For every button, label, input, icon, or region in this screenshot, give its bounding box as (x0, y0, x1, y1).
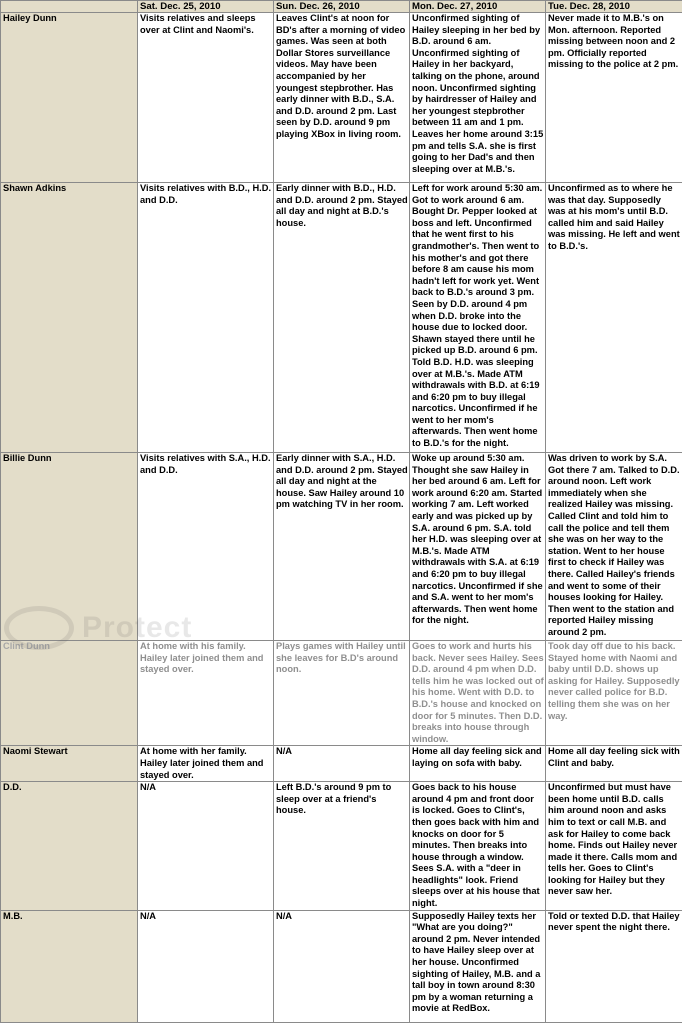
row-name: Shawn Adkins (1, 183, 138, 453)
cell-sat: N/A (138, 910, 274, 1022)
cell-tue: Told or texted D.D. that Hailey never spent the night there. (546, 910, 682, 1022)
row-name: D.D. (1, 782, 138, 911)
row-name: Billie Dunn (1, 453, 138, 641)
cell-sun: Leaves Clint's at noon for BD's after a morning of video games. Was seen at both Dollar Stores surveillance videos. May have been accompanied by her youngest stepbrother. Has early dinner with B.D., S.A. and D.D. around 2 pm. Last seen by D.D. around 9 pm playing XBox in living room. (274, 13, 410, 183)
header-row (1, 1, 682, 13)
cell-sun: Plays games with Hailey until she leaves for B.D's around noon. (274, 641, 410, 746)
cell-mon: Home all day feeling sick and laying on sofa with baby. (410, 746, 546, 782)
header-tue-dec-28: Tue. Dec. 28, 2010 (546, 1, 682, 13)
cell-mon: Unconfirmed sighting of Hailey sleeping in her bed by B.D. around 6 am. Unconfirmed sighting of Hailey in her backyard, talking on the phone, around noon. Unconfirmed sighting by hairdresser of Hailey and her youngest stepbrother between 11 am and 1 pm. Leaves her home around 3:15 pm and tells S.A. she is first going to her Dad's and then sleeping over at M.B.'s. (410, 13, 546, 183)
row-mb (1, 910, 682, 1022)
header-sun-dec-26: Sun. Dec. 26, 2010 (274, 1, 410, 13)
cell-sat: At home with his family. Hailey later joined them and stayed over. (138, 641, 274, 746)
row-name: Clint Dunn (1, 641, 138, 746)
cell-tue: Home all day feeling sick with Clint and baby. (546, 746, 682, 782)
cell-sun: Early dinner with B.D., H.D. and D.D. around 2 pm. Stayed all day and night at B.D.'s house. (274, 183, 410, 453)
row-dd (1, 782, 682, 911)
cell-tue: Unconfirmed as to where he was that day. Supposedly was at his mom's until B.D. called him and said Hailey was missing. He left and went to B.D.'s. (546, 183, 682, 453)
row-name: M.B. (1, 910, 138, 1022)
cell-sun: Early dinner with S.A., H.D. and D.D. around 2 pm. Stayed all day and night at the house. Saw Hailey around 10 pm watching TV in her room. (274, 453, 410, 641)
cell-tue: Took day off due to his back. Stayed home with Naomi and baby until D.D. shows up asking for Hailey. Supposedly never called police for B.D. telling them she was on her way. (546, 641, 682, 746)
cell-sat: N/A (138, 782, 274, 911)
cell-sat: Visits relatives with B.D., H.D. and D.D. (138, 183, 274, 453)
cell-mon: Goes to work and hurts his back. Never sees Hailey. Sees D.D. around 4 pm when D.D. tells him he was locked out of his home. Went with D.D. to B.D.'s house and knocked on door for 5 minutes. Then D.D. breaks into house through window. (410, 641, 546, 746)
row-shawn-adkins (1, 183, 682, 453)
cell-sat: Visits relatives and sleeps over at Clint and Naomi's. (138, 13, 274, 183)
row-name: Naomi Stewart (1, 746, 138, 782)
row-billie-dunn (1, 453, 682, 641)
header-corner (1, 1, 138, 13)
header-mon-dec-27: Mon. Dec. 27, 2010 (410, 1, 546, 13)
row-clint-dunn (1, 641, 682, 746)
cell-mon: Goes back to his house around 4 pm and front door is locked. Goes to Clint's, then goes back with him and knocks on door for 5 minutes. Then breaks into house through a window. Sees S.A. with a "deer in headlights" look. Friend sleeps over at his house that night. (410, 782, 546, 911)
row-hailey-dunn (1, 13, 682, 183)
cell-tue: Unconfirmed but must have been home until B.D. calls him around noon and asks him to text or call M.B. and ask for Hailey to come back home. Finds out Hailey never made it there. Calls mom and tells her. Goes to Clint's looking for Hailey but they never saw her. (546, 782, 682, 911)
cell-sun: N/A (274, 746, 410, 782)
cell-sat: Visits relatives with S.A., H.D. and D.D. (138, 453, 274, 641)
cell-sun: N/A (274, 910, 410, 1022)
cell-sat: At home with her family. Hailey later joined them and stayed over. (138, 746, 274, 782)
cell-tue: Never made it to M.B.'s on Mon. afternoon. Reported missing between noon and 2 pm. Officially reported missing to the police at 2 pm. (546, 13, 682, 183)
cell-tue: Was driven to work by S.A. Got there 7 am. Talked to D.D. around noon. Left work immediately when she realized Hailey was missing. Called Clint and told him to call the police and tell them she was on her way to the station. Went to her house first to check if Hailey was there. Called Hailey's friends and went to some of their houses looking for Hailey. Then went to the station and reported Hailey missing around 2 pm. (546, 453, 682, 641)
cell-mon: Woke up around 5:30 am. Thought she saw Hailey in her bed around 6 am. Left for work around 6:20 am. Started working 7 am. Left worked early and was picked up by S.A. around 6 pm. S.A. told her H.D. was sleeping over at M.B.'s. Made ATM withdrawals with S.A. at 6:19 and 6:20 pm to buy illegal narcotics. Unconfirmed if she and S.A. went to her mom's afterwards. Then went home for the night. (410, 453, 546, 641)
header-sat-dec-25: Sat. Dec. 25, 2010 (138, 1, 274, 13)
cell-mon: Supposedly Hailey texts her "What are you doing?" around 2 pm. Never intended to have Hailey sleep over at her house. Unconfirmed sighting of Hailey, M.B. and a tall boy in town around 8:30 pm by a woman returning a movie at RedBox. (410, 910, 546, 1022)
row-name: Hailey Dunn (1, 13, 138, 183)
cell-sun: Left B.D.'s around 9 pm to sleep over at a friend's house. (274, 782, 410, 911)
cell-mon: Left for work around 5:30 am. Got to work around 6 am. Bought Dr. Pepper looked at boss and left. Unconfirmed that he went first to his grandmother's. Then went to his mother's and got there before 8 am cause his mom hadn't left for work yet. Went back to B.D.'s around 3 pm. Seen by D.D. around 4 pm when D.D. broke into the house due to locked door. Shawn stayed there until he picked up B.D. around 6 pm. Told B.D. H.D. was sleeping over at M.B.'s. Made ATM withdrawals with B.D. at 6:19 and 6:20 pm to buy illegal narcotics. Unconfirmed if he went to her mom's afterwards. Then went home to B.D.'s for the night. (410, 183, 546, 453)
row-naomi-stewart (1, 746, 682, 782)
